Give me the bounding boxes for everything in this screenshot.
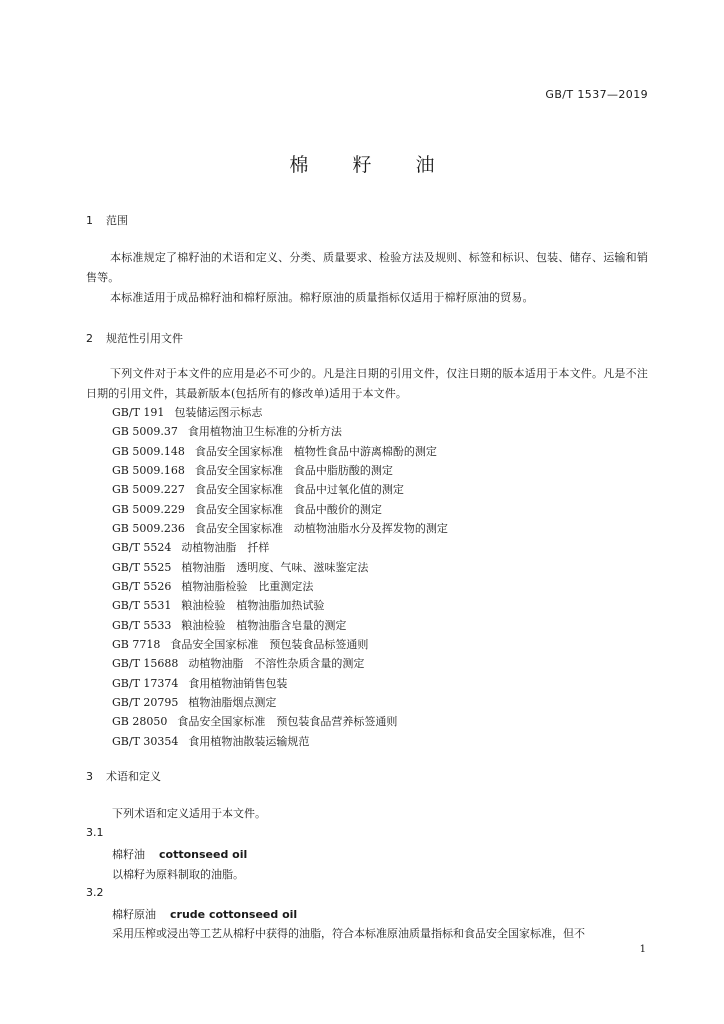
reference-code: GB/T 20795 (112, 695, 179, 709)
reference-code: GB/T 15688 (112, 657, 179, 671)
section-number: 1 (86, 214, 93, 227)
standard-number: GB/T 1537—2019 (545, 88, 648, 101)
reference-title: 植物油脂烟点测定 (188, 695, 277, 709)
reference-title: 植物油脂 透明度、气味、滋味鉴定法 (181, 560, 369, 574)
section-number: 3 (86, 770, 93, 783)
term-definition: 以棉籽为原料制取的油脂。 (112, 868, 244, 881)
reference-item (112, 519, 448, 538)
reference-code: GB/T 5525 (112, 560, 172, 574)
section-heading-terms (86, 768, 161, 784)
reference-title: 食用植物油卫生标准的分析方法 (187, 425, 342, 439)
reference-item (112, 538, 448, 557)
reference-code: GB/T 5524 (112, 541, 172, 555)
reference-title: 动植物油脂 不溶性杂质含量的测定 (188, 657, 365, 671)
section-number: 2 (86, 332, 93, 345)
page-number: 1 (639, 944, 646, 955)
reference-title: 食品安全国家标准 食品中过氧化值的测定 (194, 483, 404, 497)
term-definition: 采用压榨或浸出等工艺从棉籽中获得的油脂，符合本标准原油质量指标和食品安全国家标准，但不 (112, 927, 585, 940)
reference-list (112, 403, 448, 751)
reference-item (112, 577, 448, 596)
term-zh: 棉籽油 (112, 848, 145, 861)
clause-number: 3.2 (86, 886, 104, 899)
reference-title: 食品安全国家标准 动植物油脂水分及挥发物的测定 (194, 521, 448, 535)
reference-item (112, 732, 448, 751)
reference-item (112, 422, 448, 441)
section-title: 术语和定义 (106, 770, 161, 783)
reference-code: GB 5009.229 (112, 502, 185, 516)
paragraph-scope-1: 本标准规定了棉籽油的术语和定义、分类、质量要求、检验方法及规则、标签和标识、包装、储存、运输和销售等。 (86, 251, 648, 284)
reference-item (112, 480, 448, 499)
paragraph-scope-2: 本标准适用于成品棉籽油和棉籽原油。棉籽原油的质量指标仅适用于棉籽原油的贸易。 (110, 291, 534, 304)
term-entry (112, 906, 297, 922)
reference-code: GB 5009.148 (112, 444, 185, 458)
document-title (0, 150, 724, 177)
reference-code: GB 5009.227 (112, 483, 185, 497)
reference-code: GB 7718 (112, 637, 161, 651)
section-heading-normative-references (86, 330, 183, 346)
section-heading-scope (86, 212, 128, 228)
title-char: 棉 (289, 154, 309, 176)
reference-code: GB/T 30354 (112, 734, 179, 748)
reference-code: GB/T 17374 (112, 676, 179, 690)
reference-item (112, 500, 448, 519)
reference-item (112, 654, 448, 673)
reference-title: 食品安全国家标准 预包装食品标签通则 (170, 637, 369, 651)
reference-code: GB/T 5531 (112, 599, 172, 613)
reference-title: 动植物油脂 扦样 (181, 541, 270, 555)
reference-title: 食用植物油销售包装 (188, 676, 288, 690)
section-title: 规范性引用文件 (106, 332, 183, 345)
reference-item (112, 616, 448, 635)
reference-title: 食用植物油散装运输规范 (188, 734, 310, 748)
paragraph-references-intro: 下列文件对于本文件的应用是必不可少的。凡是注日期的引用文件，仅注日期的版本适用于本文件。凡是不注日期的引用文件，其最新版本(包括所有的修改单)适用于本文件。 (86, 367, 648, 400)
reference-title: 植物油脂检验 比重测定法 (181, 579, 314, 593)
title-char: 籽 (352, 154, 372, 176)
reference-item (112, 403, 448, 422)
reference-item (112, 442, 448, 461)
reference-title: 粮油检验 植物油脂含皂量的测定 (181, 618, 347, 632)
reference-code: GB 28050 (112, 715, 168, 729)
reference-code: GB/T 191 (112, 406, 165, 419)
reference-item (112, 461, 448, 480)
section-title: 范围 (106, 214, 128, 227)
reference-title: 粮油检验 植物油脂加热试验 (181, 599, 325, 613)
reference-title: 食品安全国家标准 预包装食品营养标签通则 (177, 715, 398, 729)
term-en: cottonseed oil (159, 848, 248, 861)
reference-title: 食品安全国家标准 植物性食品中游离棉酚的测定 (194, 444, 437, 458)
reference-title: 食品安全国家标准 食品中酸价的测定 (194, 502, 382, 516)
reference-item (112, 712, 448, 731)
reference-title: 包装储运图示标志 (174, 406, 263, 419)
reference-code: GB 5009.168 (112, 463, 185, 477)
reference-title: 食品安全国家标准 食品中脂肪酸的测定 (194, 463, 393, 477)
reference-item (112, 635, 448, 654)
reference-item (112, 558, 448, 577)
reference-item (112, 693, 448, 712)
term-en: crude cottonseed oil (170, 908, 298, 921)
title-char: 油 (415, 154, 435, 176)
reference-code: GB 5009.37 (112, 425, 178, 439)
reference-code: GB 5009.236 (112, 521, 185, 535)
reference-item (112, 674, 448, 693)
paragraph-terms-intro: 下列术语和定义适用于本文件。 (112, 807, 266, 820)
reference-code: GB/T 5533 (112, 618, 172, 632)
term-entry (112, 846, 247, 862)
reference-code: GB/T 5526 (112, 579, 172, 593)
clause-number: 3.1 (86, 826, 104, 839)
term-zh: 棉籽原油 (112, 908, 156, 921)
reference-item (112, 596, 448, 615)
